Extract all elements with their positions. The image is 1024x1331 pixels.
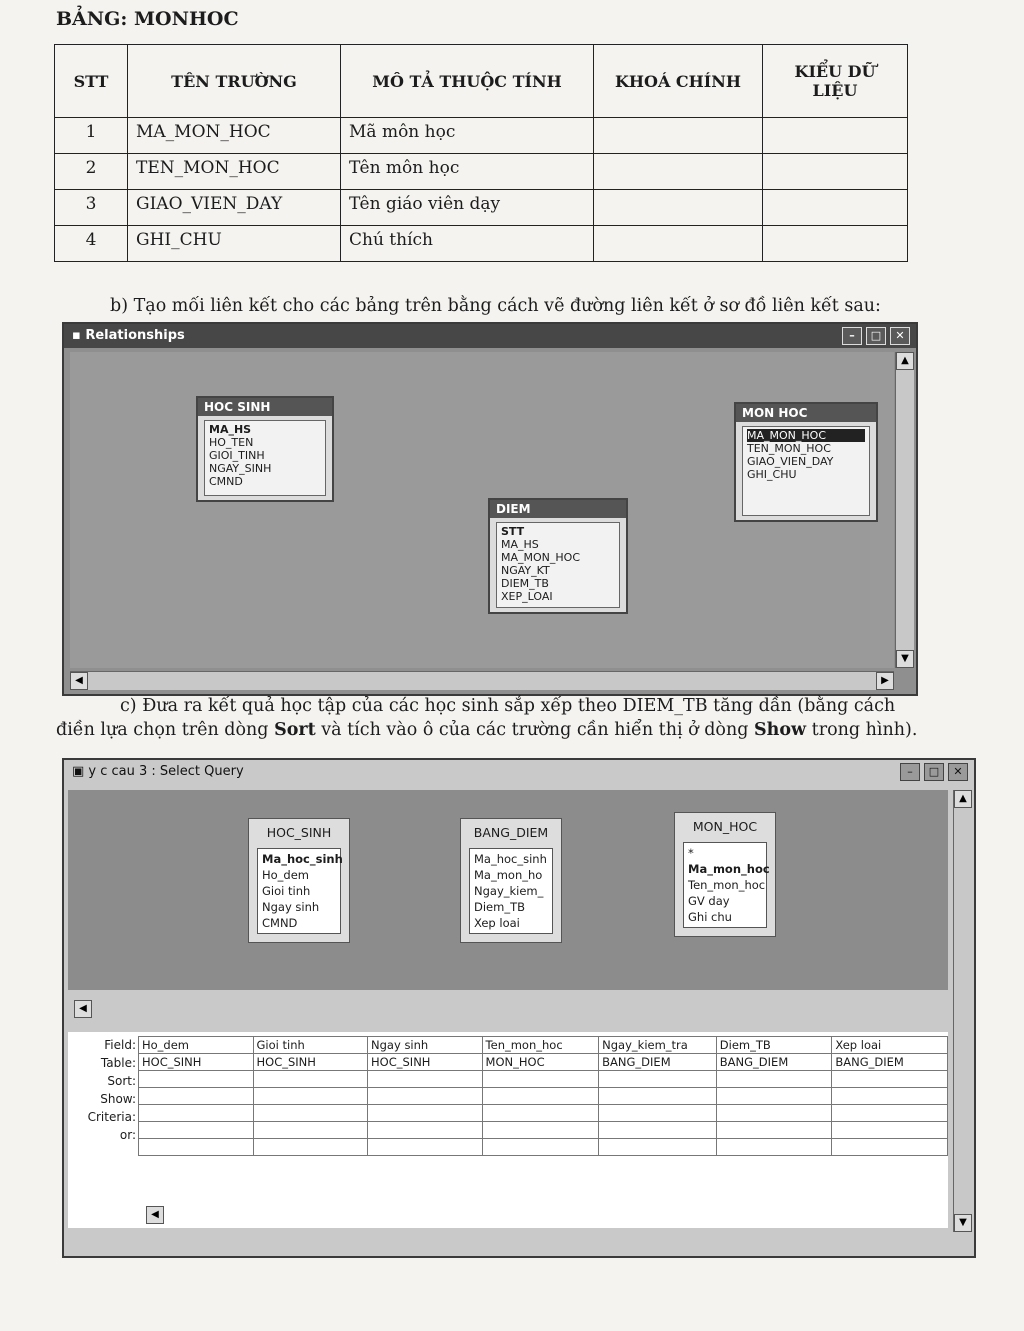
cell-type bbox=[763, 118, 908, 154]
field-item[interactable]: MA_MON_HOC bbox=[501, 551, 581, 564]
cell-stt: 3 bbox=[55, 190, 128, 226]
monhoc-table bbox=[54, 44, 908, 262]
field-item[interactable]: NGAY_SINH bbox=[209, 462, 272, 475]
table-box-title[interactable]: DIEM bbox=[490, 500, 626, 518]
grid-cell-table[interactable]: BANG_DIEM bbox=[716, 1054, 832, 1071]
table-box-title[interactable]: HOC SINH bbox=[198, 398, 332, 416]
field-item[interactable]: TEN_MON_HOC bbox=[747, 442, 831, 455]
grid-cell-table[interactable]: HOC_SINH bbox=[368, 1054, 483, 1071]
header-stt: STT bbox=[55, 45, 128, 118]
scroll-down-icon[interactable]: ▼ bbox=[954, 1214, 972, 1232]
grid-cell-sort[interactable] bbox=[253, 1071, 368, 1088]
field-item[interactable]: STT bbox=[501, 525, 525, 538]
field-item[interactable]: HO_TEN bbox=[209, 436, 254, 449]
grid-cell-table[interactable]: BANG_DIEM bbox=[832, 1054, 948, 1071]
grid-cell-show[interactable] bbox=[716, 1088, 832, 1105]
field-item[interactable]: CMND bbox=[209, 475, 243, 488]
cell-key bbox=[594, 190, 763, 226]
grid-cell-empty[interactable] bbox=[482, 1139, 599, 1156]
cell-key bbox=[594, 118, 763, 154]
grid-scroll-left-icon[interactable]: ◀ bbox=[146, 1206, 164, 1224]
cell-type bbox=[763, 190, 908, 226]
field-item[interactable]: GIOI_TINH bbox=[209, 449, 265, 462]
cell-stt: 1 bbox=[55, 118, 128, 154]
grid-cell-criteria[interactable] bbox=[599, 1105, 717, 1122]
relationships-canvas bbox=[70, 352, 894, 668]
grid-cell-empty[interactable] bbox=[253, 1139, 368, 1156]
grid-cell-or[interactable] bbox=[599, 1122, 717, 1139]
grid-cell-or[interactable] bbox=[368, 1122, 483, 1139]
field-item[interactable]: GHI_CHU bbox=[747, 468, 797, 481]
grid-cell-table[interactable]: HOC_SINH bbox=[253, 1054, 368, 1071]
grid-row-show bbox=[139, 1088, 948, 1105]
row-label-criteria: Criteria: bbox=[87, 1110, 136, 1124]
close-button[interactable]: ✕ bbox=[890, 327, 910, 345]
grid-cell-field[interactable]: Gioi tinh bbox=[253, 1037, 368, 1054]
cell-stt: 4 bbox=[55, 226, 128, 262]
grid-row-empty bbox=[139, 1139, 948, 1156]
window-icon: ▪ bbox=[72, 328, 86, 343]
field-item[interactable]: Ho_dem bbox=[262, 868, 310, 882]
grid-row-field bbox=[139, 1037, 948, 1054]
grid-cell-table[interactable]: HOC_SINH bbox=[139, 1054, 254, 1071]
query-table-title[interactable]: MON_HOC bbox=[692, 819, 758, 834]
query-vertical-scrollbar[interactable] bbox=[953, 790, 972, 1232]
query-grid-table bbox=[138, 1036, 948, 1156]
field-item[interactable]: MA_MON_HOC bbox=[747, 429, 865, 442]
cell-desc: Mã môn học bbox=[341, 118, 594, 154]
query-icon: ▣ bbox=[72, 764, 89, 779]
table-row bbox=[55, 118, 908, 154]
cell-field: MA_MON_HOC bbox=[128, 118, 341, 154]
grid-cell-sort[interactable] bbox=[832, 1071, 948, 1088]
grid-cell-field[interactable]: Ngay sinh bbox=[368, 1037, 483, 1054]
grid-cell-empty[interactable] bbox=[139, 1139, 254, 1156]
field-item[interactable]: Ngay sinh bbox=[262, 900, 320, 914]
show-keyword: Show bbox=[754, 720, 807, 740]
query-field-list[interactable] bbox=[257, 848, 341, 934]
grid-cell-field[interactable]: Xep loai bbox=[832, 1037, 948, 1054]
grid-cell-criteria[interactable] bbox=[368, 1105, 483, 1122]
grid-cell-sort[interactable] bbox=[139, 1071, 254, 1088]
grid-cell-empty[interactable] bbox=[599, 1139, 717, 1156]
grid-cell-criteria[interactable] bbox=[139, 1105, 254, 1122]
query-titlebar bbox=[64, 760, 974, 784]
grid-cell-or[interactable] bbox=[253, 1122, 368, 1139]
pane-splitter[interactable] bbox=[68, 994, 948, 1024]
cell-desc: Chú thích bbox=[341, 226, 594, 262]
header-kieu-du-lieu: KIỂU DỮ LIỆU bbox=[763, 45, 908, 118]
grid-cell-criteria[interactable] bbox=[482, 1105, 599, 1122]
grid-cell-show[interactable] bbox=[832, 1088, 948, 1105]
grid-cell-or[interactable] bbox=[716, 1122, 832, 1139]
header-mo-ta: MÔ TẢ THUỘC TÍNH bbox=[341, 45, 594, 118]
grid-cell-empty[interactable] bbox=[832, 1139, 948, 1156]
table-box-hoc-sinh[interactable] bbox=[196, 396, 334, 502]
grid-row-or bbox=[139, 1122, 948, 1139]
grid-cell-criteria[interactable] bbox=[253, 1105, 368, 1122]
query-table-title[interactable]: BANG_DIEM bbox=[473, 825, 549, 840]
field-item[interactable]: GIAO_VIEN_DAY bbox=[747, 455, 834, 468]
field-item[interactable]: Gioi tinh bbox=[262, 884, 311, 898]
grid-cell-field[interactable]: Ten_mon_hoc bbox=[482, 1037, 599, 1054]
grid-cell-sort[interactable] bbox=[482, 1071, 599, 1088]
grid-cell-or[interactable] bbox=[832, 1122, 948, 1139]
field-item[interactable]: NGAY_KT bbox=[501, 564, 550, 577]
table-header-row bbox=[55, 45, 908, 118]
grid-cell-empty[interactable] bbox=[716, 1139, 832, 1156]
grid-cell-field[interactable]: Ho_dem bbox=[139, 1037, 254, 1054]
field-list[interactable] bbox=[204, 420, 326, 496]
cell-desc: Tên giáo viên dạy bbox=[341, 190, 594, 226]
scroll-down-icon[interactable]: ▼ bbox=[896, 650, 914, 668]
horizontal-scrollbar[interactable] bbox=[70, 671, 894, 690]
query-table-title[interactable]: HOC_SINH bbox=[266, 825, 332, 840]
table-row bbox=[55, 154, 908, 190]
field-item[interactable]: Ma_mon_ho bbox=[474, 868, 543, 882]
query-table-bang-diem[interactable] bbox=[460, 818, 562, 943]
select-query-window bbox=[62, 758, 976, 1258]
query-title: y c cau 3 : Select Query bbox=[88, 764, 244, 779]
grid-cell-criteria[interactable] bbox=[832, 1105, 948, 1122]
grid-cell-field[interactable]: Ngay_kiem_tra bbox=[599, 1037, 717, 1054]
cell-desc: Tên môn học bbox=[341, 154, 594, 190]
header-khoa-chinh: KHOÁ CHÍNH bbox=[594, 45, 763, 118]
grid-cell-show[interactable] bbox=[482, 1088, 599, 1105]
part-c-line-2 bbox=[56, 720, 917, 740]
cell-stt: 2 bbox=[55, 154, 128, 190]
minimize-button[interactable]: – bbox=[842, 327, 862, 345]
field-item[interactable]: DIEM_TB bbox=[501, 577, 549, 590]
cell-type bbox=[763, 226, 908, 262]
field-item[interactable]: MA_HS bbox=[501, 538, 539, 551]
field-item[interactable]: Ten_mon_hoc bbox=[688, 878, 766, 892]
part-c-line-1: c) Đưa ra kết quả học tập của các học sinh sắp xếp theo DIEM_TB tăng dần (bằng cách bbox=[120, 696, 896, 716]
field-item[interactable]: GV day bbox=[688, 894, 730, 908]
grid-row-criteria bbox=[139, 1105, 948, 1122]
field-item[interactable]: Ma_hoc_sinh bbox=[474, 852, 547, 866]
table-title: BẢNG: MONHOC bbox=[56, 8, 239, 30]
grid-cell-sort[interactable] bbox=[368, 1071, 483, 1088]
scroll-left-icon[interactable]: ◀ bbox=[70, 672, 88, 690]
grid-cell-table[interactable]: MON_HOC bbox=[482, 1054, 599, 1071]
field-item[interactable]: Ma_hoc_sinh bbox=[262, 852, 343, 866]
cell-key bbox=[594, 154, 763, 190]
scroll-left-icon[interactable]: ◀ bbox=[74, 1000, 92, 1018]
field-item[interactable]: Xep loai bbox=[474, 916, 520, 930]
grid-cell-or[interactable] bbox=[482, 1122, 599, 1139]
table-row bbox=[55, 226, 908, 262]
minimize-button[interactable]: – bbox=[900, 763, 920, 781]
grid-row-table bbox=[139, 1054, 948, 1071]
table-box-mon-hoc[interactable] bbox=[734, 402, 878, 522]
part-c-text: và tích vào ô của các trường cần hiển thị ở dòng bbox=[315, 720, 754, 740]
cell-field: GIAO_VIEN_DAY bbox=[128, 190, 341, 226]
field-item[interactable]: * bbox=[688, 846, 694, 860]
scroll-up-icon[interactable]: ▲ bbox=[896, 352, 914, 370]
field-list[interactable] bbox=[496, 522, 620, 608]
row-label-show: Show: bbox=[100, 1092, 136, 1106]
grid-cell-empty[interactable] bbox=[368, 1139, 483, 1156]
maximize-button[interactable]: □ bbox=[866, 327, 886, 345]
field-item[interactable]: CMND bbox=[262, 916, 298, 930]
maximize-button[interactable]: □ bbox=[924, 763, 944, 781]
vertical-scrollbar[interactable] bbox=[895, 352, 914, 668]
query-field-list[interactable] bbox=[469, 848, 553, 934]
field-item[interactable]: XEP_LOAI bbox=[501, 590, 553, 603]
table-box-diem[interactable] bbox=[488, 498, 628, 614]
cell-field: TEN_MON_HOC bbox=[128, 154, 341, 190]
part-b-instruction: b) Tạo mối liên kết cho các bảng trên bằng cách vẽ đường liên kết ở sơ đồ liên kết sau: bbox=[110, 296, 881, 316]
grid-cell-or[interactable] bbox=[139, 1122, 254, 1139]
scroll-up-icon[interactable]: ▲ bbox=[954, 790, 972, 808]
relationships-title: Relationships bbox=[85, 328, 185, 343]
cell-type bbox=[763, 154, 908, 190]
sort-keyword: Sort bbox=[274, 720, 316, 740]
header-ten-truong: TÊN TRƯỜNG bbox=[128, 45, 341, 118]
field-item[interactable]: Ghi chu bbox=[688, 910, 732, 924]
grid-cell-show[interactable] bbox=[599, 1088, 717, 1105]
row-label-table: Table: bbox=[100, 1056, 136, 1070]
row-label-or: or: bbox=[119, 1128, 136, 1142]
query-design-grid bbox=[68, 1032, 948, 1228]
grid-cell-field[interactable]: Diem_TB bbox=[716, 1037, 832, 1054]
grid-cell-criteria[interactable] bbox=[716, 1105, 832, 1122]
cell-key bbox=[594, 226, 763, 262]
query-table-hoc-sinh[interactable] bbox=[248, 818, 350, 943]
grid-cell-table[interactable]: BANG_DIEM bbox=[599, 1054, 717, 1071]
field-item[interactable]: Ngay_kiem_ bbox=[474, 884, 544, 898]
grid-cell-show[interactable] bbox=[139, 1088, 254, 1105]
field-item[interactable]: Ma_mon_hoc bbox=[688, 862, 770, 876]
field-item[interactable]: MA_HS bbox=[209, 423, 252, 436]
cell-field: GHI_CHU bbox=[128, 226, 341, 262]
part-c-text: điền lựa chọn trên dòng bbox=[56, 720, 275, 740]
grid-cell-show[interactable] bbox=[253, 1088, 368, 1105]
row-label-field: Field: bbox=[104, 1038, 136, 1052]
close-button[interactable]: ✕ bbox=[948, 763, 968, 781]
grid-row-labels bbox=[68, 1036, 136, 1144]
table-row bbox=[55, 190, 908, 226]
grid-row-sort bbox=[139, 1071, 948, 1088]
row-label-sort: Sort: bbox=[107, 1074, 136, 1088]
relationships-window bbox=[62, 322, 918, 696]
query-field-list[interactable] bbox=[683, 842, 770, 928]
grid-cell-show[interactable] bbox=[368, 1088, 483, 1105]
grid-cell-sort[interactable] bbox=[716, 1071, 832, 1088]
field-item[interactable]: Diem_TB bbox=[474, 900, 525, 914]
field-list[interactable] bbox=[742, 426, 870, 516]
scroll-right-icon[interactable]: ▶ bbox=[876, 672, 894, 690]
part-c-text: trong hình). bbox=[806, 720, 918, 740]
query-table-pane bbox=[68, 790, 948, 990]
grid-cell-sort[interactable] bbox=[599, 1071, 717, 1088]
query-table-mon-hoc[interactable] bbox=[674, 812, 776, 937]
relationships-titlebar bbox=[64, 324, 916, 348]
table-box-title[interactable]: MON HOC bbox=[736, 404, 876, 422]
